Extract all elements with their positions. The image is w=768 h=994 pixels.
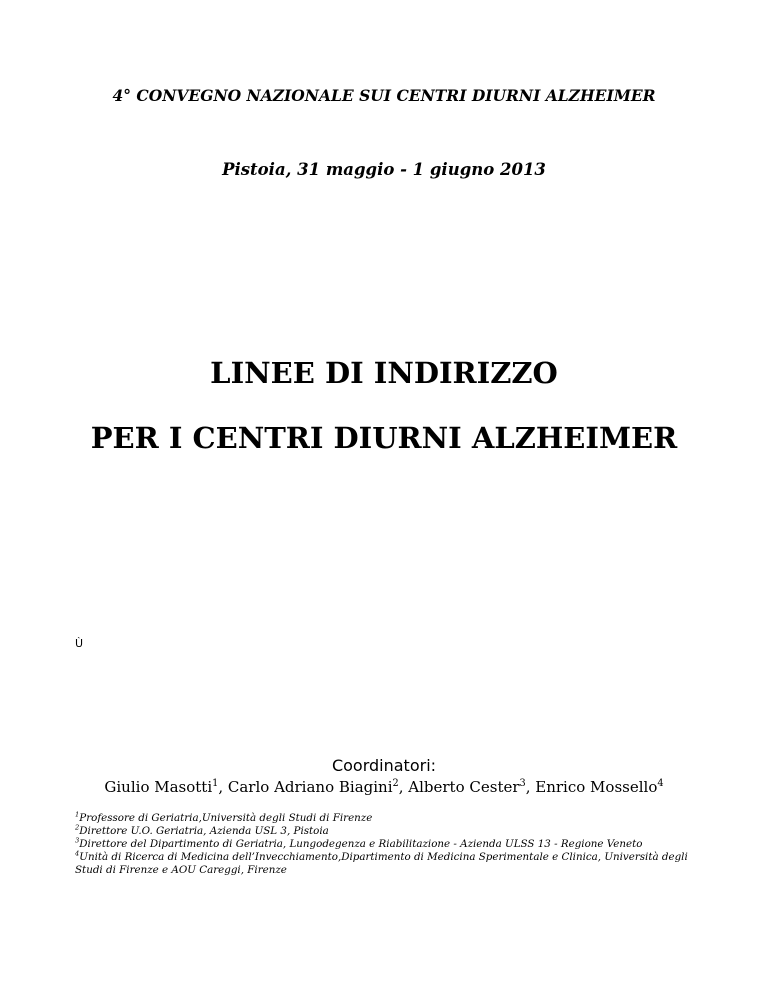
author-name: Alberto Cester [408, 778, 520, 796]
author-separator: , [398, 778, 409, 796]
affiliation-ref: 2 [75, 823, 80, 832]
affiliation-item [75, 838, 705, 851]
conference-title: 4° CONVEGNO NAZIONALE SUI CENTRI DIURNI ALZHEIMER [112, 86, 656, 105]
affiliation-item [75, 812, 705, 825]
author-separator: , [218, 778, 228, 796]
place-date: Pistoia, 31 maggio - 1 giugno 2013 [222, 160, 546, 179]
affiliation-item [75, 851, 705, 877]
author-ref: 4 [657, 778, 664, 789]
affiliation-ref: 3 [75, 836, 80, 845]
affiliation-item [75, 825, 705, 838]
affiliation-text: Unità di Ricerca di Medicina dell’Invecchiamento,Dipartimento di Medicina Sperimentale e Clinica, Università degli Studi di Firenze e AOU Careggi, Firenze [75, 851, 688, 876]
author-name: Enrico Mossello [535, 778, 658, 796]
authors-line [0, 778, 768, 796]
coordinators-label: Coordinatori: [331, 756, 437, 775]
author-separator: , [525, 778, 536, 796]
document-title-line-1: LINEE DI INDIRIZZO [210, 356, 558, 390]
affiliations [75, 812, 705, 877]
document-title-line-2: PER I CENTRI DIURNI ALZHEIMER [90, 421, 678, 455]
author-ref: 1 [212, 778, 219, 789]
author-ref: 3 [519, 778, 526, 789]
author-name: Giulio Masotti [104, 778, 213, 796]
author-ref: 2 [392, 778, 399, 789]
stray-character: Ù [75, 637, 84, 650]
affiliation-text: Direttore U.O. Geriatria, Azienda USL 3, Pistoia [79, 825, 329, 837]
affiliation-text: Direttore del Dipartimento di Geriatria, Lungodegenza e Riabilitazione - Azienda ULSS 13 - Regione Veneto [79, 838, 643, 850]
affiliation-text: Professore di Geriatria,Università degli Studi di Firenze [79, 812, 373, 824]
affiliation-ref: 1 [75, 810, 80, 819]
author-name: Carlo Adriano Biagini [227, 778, 393, 796]
affiliation-ref: 4 [75, 849, 80, 858]
